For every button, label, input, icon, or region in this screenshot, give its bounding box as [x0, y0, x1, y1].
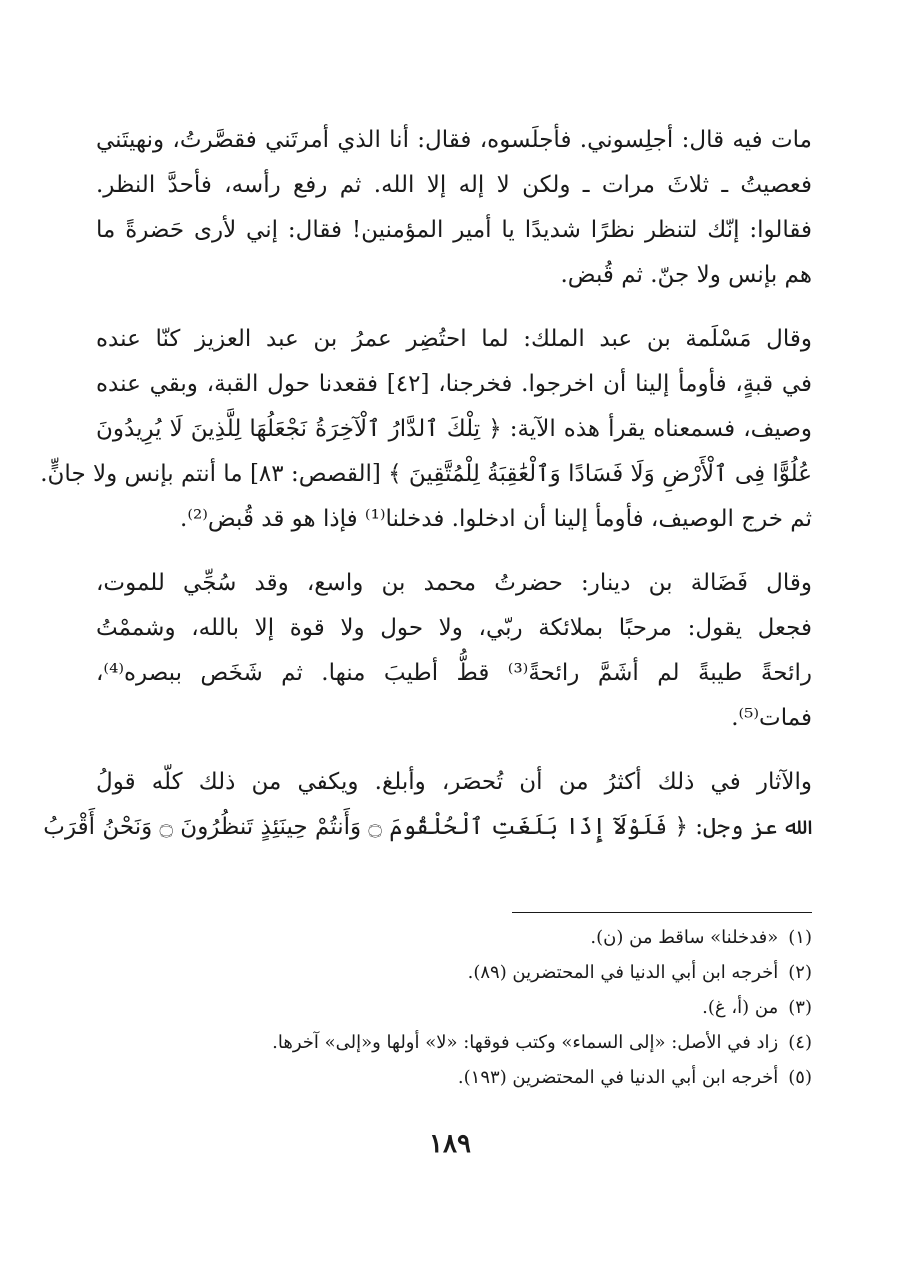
- text-line: فمات⁽⁵⁾.: [731, 705, 812, 731]
- text-line: فقالوا: إنّك لتنظر نظرًا شديدًا يا أمير المؤمنين! فقال: إني لأرى حَضرةً ما: [96, 217, 812, 243]
- footnote-text: أخرجه ابن أبي الدنيا في المحتضرين (٨٩).: [467, 962, 779, 983]
- text-line: الله عز وجل: ﴿ فَلَوْلَآ إِذَا بَلَغَتِ ٱلْحُلْقُومَ ۝ وَأَنتُمْ حِينَئِذٍ تَنظُرُونَ ۝ وَنَحْنُ أَقْرَبُ: [43, 814, 812, 840]
- text-line: هم بإنس ولا جنّ. ثم قُبض.: [560, 262, 812, 288]
- footnote-number: (٥): [788, 1067, 812, 1088]
- paragraph: [96, 118, 812, 298]
- footnote: [160, 920, 812, 955]
- paragraph: [40, 317, 813, 542]
- text-line: مات فيه قال: أجلِسوني. فأجلَسوه، فقال: أنا الذي أمرتَني فقصَّرتُ، ونهيتَني: [96, 127, 812, 153]
- page-number: ١٨٩: [429, 1129, 471, 1159]
- footnote: [160, 1060, 812, 1095]
- footnote-text: زاد في الأصل: «إلى السماء» وكتب فوقها: «لا» أولها و«إلى» آخرها.: [272, 1032, 779, 1053]
- footnote-separator: [512, 912, 812, 913]
- main-text: [40, 118, 813, 869]
- footnote-number: (٣): [788, 997, 812, 1018]
- footnote-number: (٢): [788, 962, 812, 983]
- footnote: [160, 1025, 812, 1060]
- footnote-number: (٤): [788, 1032, 812, 1053]
- paragraph: [96, 561, 812, 741]
- text-line: في قبةٍ، فأومأ إلينا أن اخرجوا. فخرجنا، [٤٢] فقعدنا حول القبة، وبقي عنده: [96, 371, 813, 397]
- text-line: وقال فَضَالة بن دينار: حضرتُ محمد بن واسع، وقد سُجِّي للموت،: [96, 570, 812, 596]
- text-line: فجعل يقول: مرحبًا بملائكة ربّي، ولا حول ولا قوة إلا بالله، وشممْتُ: [96, 615, 812, 641]
- text-line: والآثار في ذلك أكثرُ من أن تُحصَر، وأبلغ. ويكفي من ذلك كلّه قولُ: [96, 769, 812, 795]
- text-line: فعصيتُ ـ ثلاثَ مرات ـ ولكن لا إله إلا الله. ثم رفع رأسه، فأحدَّ النظر.: [96, 172, 812, 198]
- text-line: رائحةً طيبةً لم أشَمَّ رائحةً⁽³⁾ قطُّ أطيبَ منها. ثم شَخَص ببصره⁽⁴⁾،: [96, 660, 812, 686]
- footnote-text: «فدخلنا» ساقط من (ن).: [590, 927, 779, 948]
- text-line: وقال مَسْلَمة بن عبد الملك: لما احتُضِر عمرُ بن عبد العزيز كنّا عنده: [96, 326, 812, 352]
- footnote: [160, 990, 812, 1025]
- text-line: ثم خرج الوصيف، فأومأ إلينا أن ادخلوا. فدخلنا⁽¹⁾ فإذا هو قد قُبض⁽²⁾.: [180, 506, 812, 532]
- footnote-number: (١): [788, 927, 812, 948]
- footnotes: [160, 920, 812, 1095]
- footnote: [160, 955, 812, 990]
- text-line: وصيف، فسمعناه يقرأ هذه الآية: ﴿ تِلْكَ ٱلدَّارُ ٱلْآخِرَةُ نَجْعَلُهَا لِلَّذِينَ لَا يُرِيدُونَ: [96, 416, 812, 442]
- footnote-text: من (أ، غ).: [702, 997, 779, 1018]
- paragraph: [43, 760, 812, 850]
- text-line: عُلُوًّا فِى ٱلْأَرْضِ وَلَا فَسَادًا وَٱلْعَٰقِبَةُ لِلْمُتَّقِينَ ﴾ [القصص: ٨٣] ما أنتم بإنس ولا جانٍّ.: [40, 461, 812, 487]
- footnote-text: أخرجه ابن أبي الدنيا في المحتضرين (١٩٣).: [457, 1067, 779, 1088]
